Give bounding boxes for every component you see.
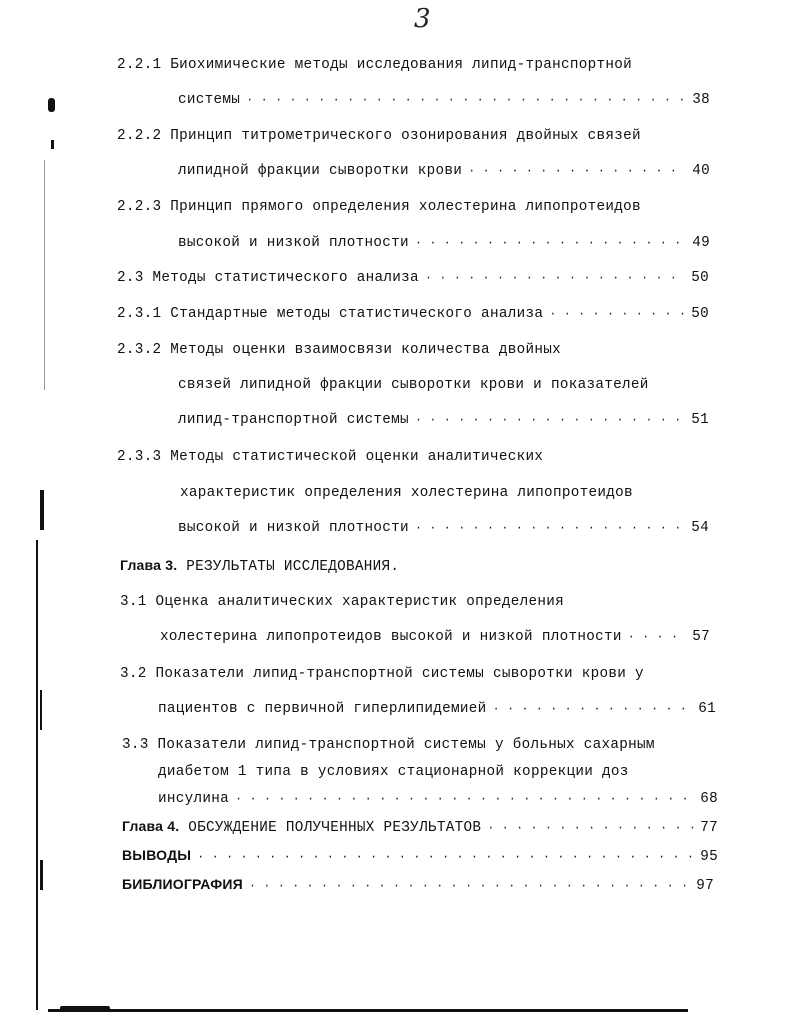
toc-entry-2-3-3-line2: характеристик определения холестерина липопротеидов xyxy=(180,485,633,501)
dot-leader xyxy=(415,410,685,430)
toc-entry-text: системы xyxy=(178,92,241,108)
scan-bottom-line xyxy=(48,1009,688,1012)
chapter-title: РЕЗУЛЬТАТЫ ИССЛЕДОВАНИЯ. xyxy=(186,559,400,575)
dot-leader xyxy=(197,847,694,865)
toc-page-number: 57 xyxy=(692,629,710,645)
scan-edge-line xyxy=(36,540,38,1010)
toc-page-number: 40 xyxy=(692,163,710,179)
toc-page-number: 49 xyxy=(692,235,710,251)
toc-entry-text xyxy=(122,816,481,836)
scan-mark xyxy=(40,860,43,890)
toc-entry-2-2-3-line1: 2.2.3 Принцип прямого определения холестерина липопротеидов xyxy=(117,199,641,215)
toc-entry-text: холестерина липопротеидов высокой и низкой плотности xyxy=(160,629,622,645)
toc-entry-text: липидной фракции сыворотки крови xyxy=(178,163,463,179)
scan-mark xyxy=(60,1006,110,1011)
dot-leader xyxy=(425,268,685,288)
toc-page-number: 77 xyxy=(700,820,718,836)
toc-entry-2-3-2-line1: 2.3.2 Методы оценки взаимосвязи количества двойных xyxy=(117,342,561,358)
page-number: 3 xyxy=(414,4,431,34)
toc-entry-3-1-line2 xyxy=(160,627,710,647)
chapter-label: Глава 3. xyxy=(120,557,178,573)
toc-entry-2-3 xyxy=(117,268,709,288)
toc-entry-2-3-3-line3 xyxy=(178,518,709,538)
toc-entry-text: БИБЛИОГРАФИЯ xyxy=(122,876,243,892)
scan-mark xyxy=(51,140,54,149)
dot-leader xyxy=(468,161,686,181)
dot-leader xyxy=(487,818,694,836)
scan-mark xyxy=(40,490,44,530)
toc-entry-text: ВЫВОДЫ xyxy=(122,847,192,863)
conclusions-entry xyxy=(122,845,718,865)
toc-entry-2-2-1-line2 xyxy=(178,90,710,110)
toc-entry-2-3-1 xyxy=(117,304,709,324)
toc-entry-text: высокой и низкой плотности xyxy=(178,235,409,251)
chapter-label: Глава 4. xyxy=(122,818,180,834)
toc-page-number: 51 xyxy=(691,412,709,428)
toc-entry-2-3-3-line1: 2.3.3 Методы статистической оценки аналитических xyxy=(117,449,544,465)
toc-entry-text: инсулина xyxy=(158,791,230,807)
chapter-title: ОБСУЖДЕНИЕ ПОЛУЧЕННЫХ РЕЗУЛЬТАТОВ xyxy=(188,820,482,836)
toc-entry-2-2-2-line1: 2.2.2 Принцип титрометрического озонирования двойных связей xyxy=(117,128,641,144)
bibliography-entry xyxy=(122,874,714,894)
toc-page-number: 50 xyxy=(691,270,709,286)
toc-entry-2-3-2-line3 xyxy=(178,410,709,430)
toc-entry-text: 2.3 Методы статистического анализа xyxy=(117,270,419,286)
toc-page-number: 97 xyxy=(696,878,714,894)
chapter-3-heading xyxy=(120,555,399,575)
toc-page-number: 61 xyxy=(698,701,716,717)
toc-entry-3-1-line1: 3.1 Оценка аналитических характеристик определения xyxy=(120,594,564,610)
scan-edge-line xyxy=(44,160,45,390)
toc-entry-2-2-3-line2 xyxy=(178,233,710,253)
toc-entry-3-2-line1: 3.2 Показатели липид-транспортной системы сыворотки крови у xyxy=(120,666,644,682)
toc-entry-2-2-1-line1: 2.2.1 Биохимические методы исследования липид-транспортной xyxy=(117,57,633,73)
dot-leader xyxy=(415,233,686,253)
toc-entry-text: 2.3.1 Стандартные методы статистического анализа xyxy=(117,306,544,322)
dot-leader xyxy=(493,699,693,719)
toc-page-number: 38 xyxy=(692,92,710,108)
toc-page-number: 95 xyxy=(700,849,718,865)
chapter-4-entry xyxy=(122,816,718,836)
scan-mark xyxy=(48,98,55,112)
dot-leader xyxy=(249,876,690,894)
toc-entry-3-3-line3 xyxy=(158,789,718,809)
toc-entry-3-2-line2 xyxy=(158,699,716,719)
dot-leader xyxy=(549,304,685,324)
dot-leader xyxy=(628,627,686,647)
dot-leader xyxy=(246,90,686,110)
dot-leader xyxy=(235,789,694,809)
toc-entry-text: высокой и низкой плотности xyxy=(178,520,409,536)
dot-leader xyxy=(415,518,685,538)
toc-page-number: 50 xyxy=(691,306,709,322)
toc-entry-3-3-line1: 3.3 Показатели липид-транспортной системы у больных сахарным xyxy=(122,737,655,753)
toc-entry-3-3-line2: диабетом 1 типа в условиях стационарной коррекции доз xyxy=(158,764,629,780)
toc-entry-2-2-2-line2 xyxy=(178,161,710,181)
toc-page-number: 68 xyxy=(700,791,718,807)
scan-mark xyxy=(40,690,42,730)
toc-entry-text: пациентов с первичной гиперлипидемией xyxy=(158,701,487,717)
toc-entry-2-3-2-line2: связей липидной фракции сыворотки крови и показателей xyxy=(178,377,649,393)
toc-entry-text: липид-транспортной системы xyxy=(178,412,409,428)
toc-page-number: 54 xyxy=(691,520,709,536)
